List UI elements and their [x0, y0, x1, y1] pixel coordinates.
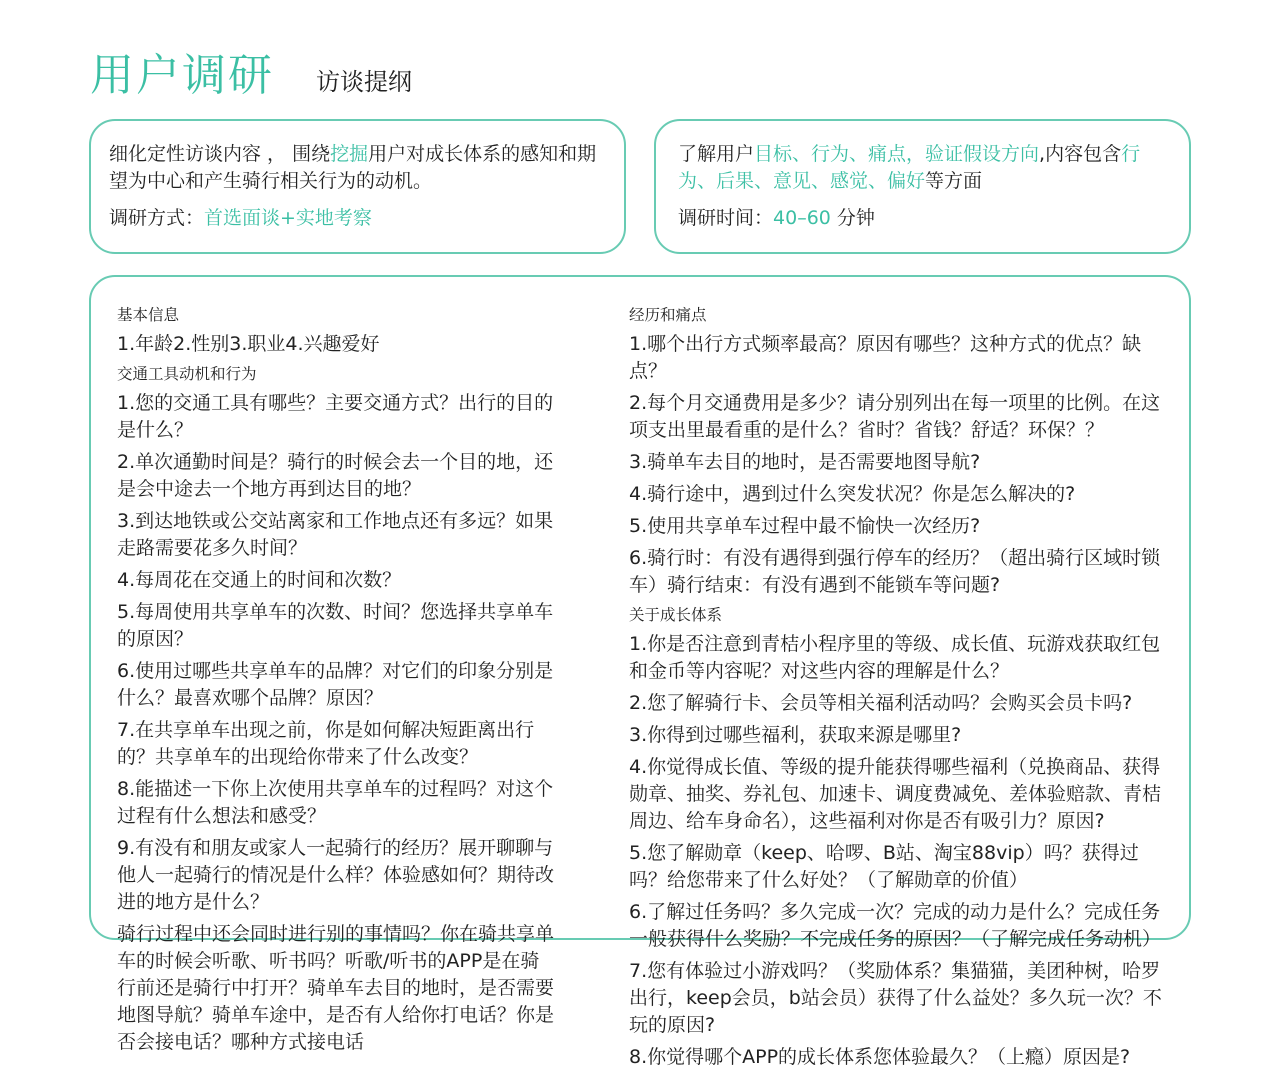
question-item: 1.您的交通工具有哪些？主要交通方式？出行的目的是什么？: [117, 392, 554, 441]
question-item: 7.在共享单车出现之前，你是如何解决短距离出行的？共享单车的出现给你带来了什么改变？: [117, 719, 535, 768]
question-item: 1.哪个出行方式频率最高？原因有哪些？这种方式的优点？缺点？: [629, 333, 1142, 382]
section-heading: 交通工具动机和行为: [117, 365, 257, 383]
section-heading: 基本信息: [117, 306, 180, 324]
question-item: 6.了解过任务吗？多久完成一次？完成的动力是什么？完成任务一般获得什么奖励？不完成任务的原因？（了解完成任务动机）: [629, 901, 1162, 950]
intro-left-highlight: 挖掘: [330, 143, 369, 165]
question-list-card: [89, 275, 1191, 1068]
intro-card-left: [89, 119, 626, 254]
question-item: 5.您了解勋章（keep、哈啰、B站、淘宝88vip）吗？获得过吗？给您带来了什么好处？（了解勋章的价值）: [629, 842, 1139, 891]
question-item: 3.你得到过哪些福利，获取来源是哪里?: [629, 724, 962, 746]
section-heading: 关于成长体系: [629, 606, 723, 624]
method-label: 调研方式：: [109, 207, 205, 229]
question-item: 1.年龄2.性别3.职业4.兴趣爱好: [117, 333, 380, 355]
question-item: 9.有没有和朋友或家人一起骑行的经历？展开聊聊与他人一起骑行的情况是什么样？体验感如何？期待改进的地方是什么？: [117, 837, 555, 913]
time-value: 40–60: [773, 207, 831, 229]
question-item: 骑行过程中还会同时进行别的事情吗？你在骑共享单车的时候会听歌、听书吗？听歌/听书的APP是在骑行前还是骑行中打开？骑单车去目的地时，是否需要地图导航？骑单车途中，是否有人给你打电话？你是否会接电话？哪种方式接电话: [117, 923, 555, 1053]
question-item: 5.使用共享单车过程中最不愉快一次经历?: [629, 515, 981, 537]
time-unit: 分钟: [830, 207, 875, 229]
intro-left-text: [109, 141, 608, 195]
question-item: 4.每周花在交通上的时间和次数？: [117, 569, 402, 591]
question-column-left: [117, 304, 557, 1061]
question-item: 3.到达地铁或公交站离家和工作地点还有多远？如果走路需要花多久时间？: [117, 510, 554, 559]
question-item: 4.你觉得成长值、等级的提升能获得哪些福利（兑换商品、获得勋章、抽奖、券礼包、加速卡、调度费减免、差体验赔款、青桔周边、给车身命名），这些福利对你是否有吸引力？原因?: [629, 756, 1162, 832]
question-item: 7.您有体验过小游戏吗？（奖励体系？集猫猫，美团种树，哈罗出行，keep会员，b站会员）获得了什么益处？多久玩一次？不玩的原因?: [629, 960, 1162, 1036]
method-value: 首选面谈+实地考察: [204, 207, 372, 229]
research-time: [678, 205, 1175, 232]
intro-left-text-part1: 细化定性访谈内容 ， 围绕: [109, 143, 331, 165]
page-title: 用户调研: [90, 50, 274, 101]
intro-right-text-part1: 了解用户: [678, 143, 755, 165]
question-item: 5.每周使用共享单车的次数、时间？您选择共享单车的原因？: [117, 601, 554, 650]
question-item: 2.您了解骑行卡、会员等相关福利活动吗？会购买会员卡吗?: [629, 692, 1133, 714]
question-item: 6.使用过哪些共享单车的品牌？对它们的印象分别是什么？最喜欢哪个品牌？原因？: [117, 660, 554, 709]
question-item: 1.你是否注意到青桔小程序里的等级、成长值、玩游戏获取红包和金币等内容呢？对这些内容的理解是什么？: [629, 633, 1161, 682]
question-item: 3.骑单车去目的地时，是否需要地图导航?: [629, 451, 981, 473]
time-label: 调研时间：: [678, 207, 774, 229]
question-item: 2.每个月交通费用是多少？请分别列出在每一项里的比例。在这项支出里最看重的是什么？省时？省钱？舒适？环保？？: [629, 392, 1161, 441]
research-method: [109, 205, 608, 232]
question-item: 6.骑行时：有没有遇得到强行停车的经历？（超出骑行区域时锁车）骑行结束：有没有遇到不能锁车等问题?: [629, 547, 1161, 596]
question-item: 8.能描述一下你上次使用共享单车的过程吗？对这个过程有什么想法和感受？: [117, 778, 554, 827]
section-heading: 经历和痛点: [629, 306, 707, 324]
page-subtitle: 访谈提纲: [316, 68, 412, 96]
intro-right-text: [678, 141, 1175, 195]
intro-right-highlight1: 目标、行为、痛点，验证假设方向: [754, 143, 1040, 165]
intro-right-text-part3: 等方面: [925, 170, 983, 192]
question-item: 2.单次通勤时间是？骑行的时候会去一个目的地，还是会中途去一个地方再到达目的地？: [117, 451, 554, 500]
question-item: 8.你觉得哪个APP的成长体系您体验最久？（上瘾）原因是?: [629, 1046, 1131, 1068]
question-column-right: [629, 304, 1169, 1076]
question-item: 4.骑行途中，遇到过什么突发状况？你是怎么解决的?: [629, 483, 1076, 505]
intro-left-text-part2: 用户对成长体系的感知和期望为中心和产生骑行相关行为的动机。: [109, 143, 597, 192]
intro-right-text-part2: ,内容包含: [1039, 143, 1122, 165]
intro-right-highlight2: 行为、后果、意见、感觉、偏好: [678, 143, 1141, 192]
intro-card-right: [654, 119, 1191, 254]
